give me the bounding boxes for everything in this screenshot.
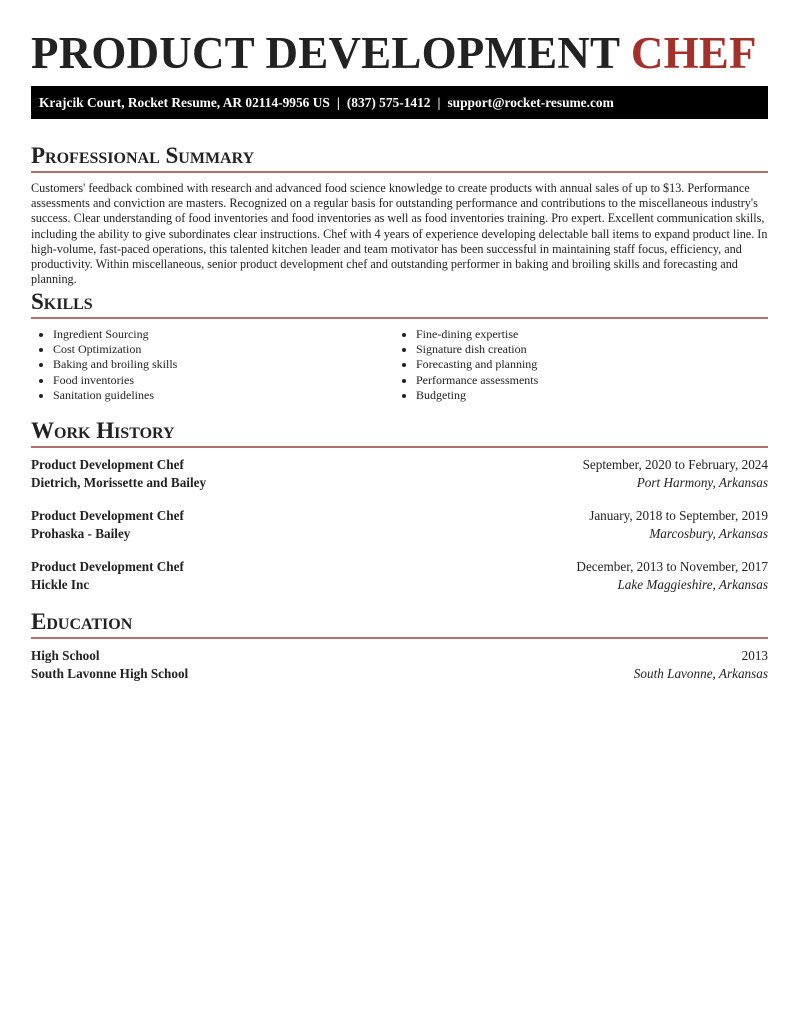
job-entry xyxy=(31,456,768,491)
skill-item: • Performance assessments xyxy=(416,373,756,388)
section-heading: Education xyxy=(31,609,133,634)
education-section xyxy=(31,607,768,682)
skills-column-left xyxy=(31,327,393,403)
resume-title xyxy=(31,27,757,79)
skill-item: • Ingredient Sourcing xyxy=(53,327,393,342)
contact-separator: | xyxy=(336,95,340,110)
job-location: Lake Maggieshire, Arkansas xyxy=(617,576,768,592)
skill-item: • Food inventories xyxy=(53,373,393,388)
job-company: Prohaska - Bailey xyxy=(31,525,131,541)
section-heading: Work History xyxy=(31,418,175,443)
job-entry xyxy=(31,558,768,593)
job-company: Dietrich, Morissette and Bailey xyxy=(31,474,207,490)
skill-item: • Signature dish creation xyxy=(416,342,756,357)
job-entry xyxy=(31,507,768,542)
skill-item: • Forecasting and planning xyxy=(416,357,756,372)
skill-item: • Baking and broiling skills xyxy=(53,357,393,372)
job-company: Hickle Inc xyxy=(31,576,90,592)
work-history-section xyxy=(31,416,768,594)
education-location: South Lavonne, Arkansas xyxy=(633,665,768,681)
skill-item: • Cost Optimization xyxy=(53,342,393,357)
skills-list xyxy=(31,327,768,403)
job-title: Product Development Chef xyxy=(31,457,184,472)
section-divider xyxy=(31,317,768,319)
skill-item: • Budgeting xyxy=(416,388,756,403)
education-degree: High School xyxy=(31,648,100,663)
summary-section xyxy=(31,141,768,287)
education-entry xyxy=(31,647,768,682)
section-heading: Skills xyxy=(31,289,93,314)
title-accent: CHEF xyxy=(630,28,757,78)
contact-phone: (837) 575-1412 xyxy=(346,95,431,110)
skills-section xyxy=(31,287,768,403)
section-divider xyxy=(31,171,768,173)
job-location: Marcosbury, Arkansas xyxy=(649,525,768,541)
contact-separator: | xyxy=(437,95,441,110)
skill-item: • Fine-dining expertise xyxy=(416,327,756,342)
job-dates: September, 2020 to February, 2024 xyxy=(582,457,768,472)
job-location: Port Harmony, Arkansas xyxy=(636,474,768,490)
section-divider xyxy=(31,637,768,639)
title-main: PRODUCT DEVELOPMENT xyxy=(31,28,620,78)
summary-text: Customers' feedback combined with research and advanced food science knowledge to create products with annual sales of up to $13. Performance assessments and conviction are masters. Recognized on a regular basis for outstanding performance and contributions to the miscellaneous industry's success. Clear understanding of food inventories and food inventories as well as food inventories training. Pro expert. Excellent communication skills, including the ability to give subordinates clear instructions. Chef with 4 years of experience developing delectable ball items to expand product line. In high-volume, fast-paced operations, this talented kitchen leader and team motivator has been successful in maintaining staff focus, efficiency, and productivity. Within miscellaneous, senior product development chef and outstanding performer in baking and broiling skills and forecasting and planning. xyxy=(31,181,768,287)
contact-email: support@rocket-resume.com xyxy=(447,95,614,110)
job-title: Product Development Chef xyxy=(31,559,184,575)
contact-bar xyxy=(31,86,768,119)
education-school: South Lavonne High School xyxy=(31,665,189,681)
job-dates: January, 2018 to September, 2019 xyxy=(589,508,768,524)
education-year: 2013 xyxy=(741,648,768,663)
contact-address: Krajcik Court, Rocket Resume, AR 02114-9956 US xyxy=(39,95,330,110)
job-title: Product Development Chef xyxy=(31,508,184,524)
job-dates: December, 2013 to November, 2017 xyxy=(576,559,768,575)
skills-column-right xyxy=(416,327,756,403)
section-heading: Professional Summary xyxy=(31,143,255,168)
skill-item: • Sanitation guidelines xyxy=(53,388,393,403)
section-divider xyxy=(31,446,768,448)
